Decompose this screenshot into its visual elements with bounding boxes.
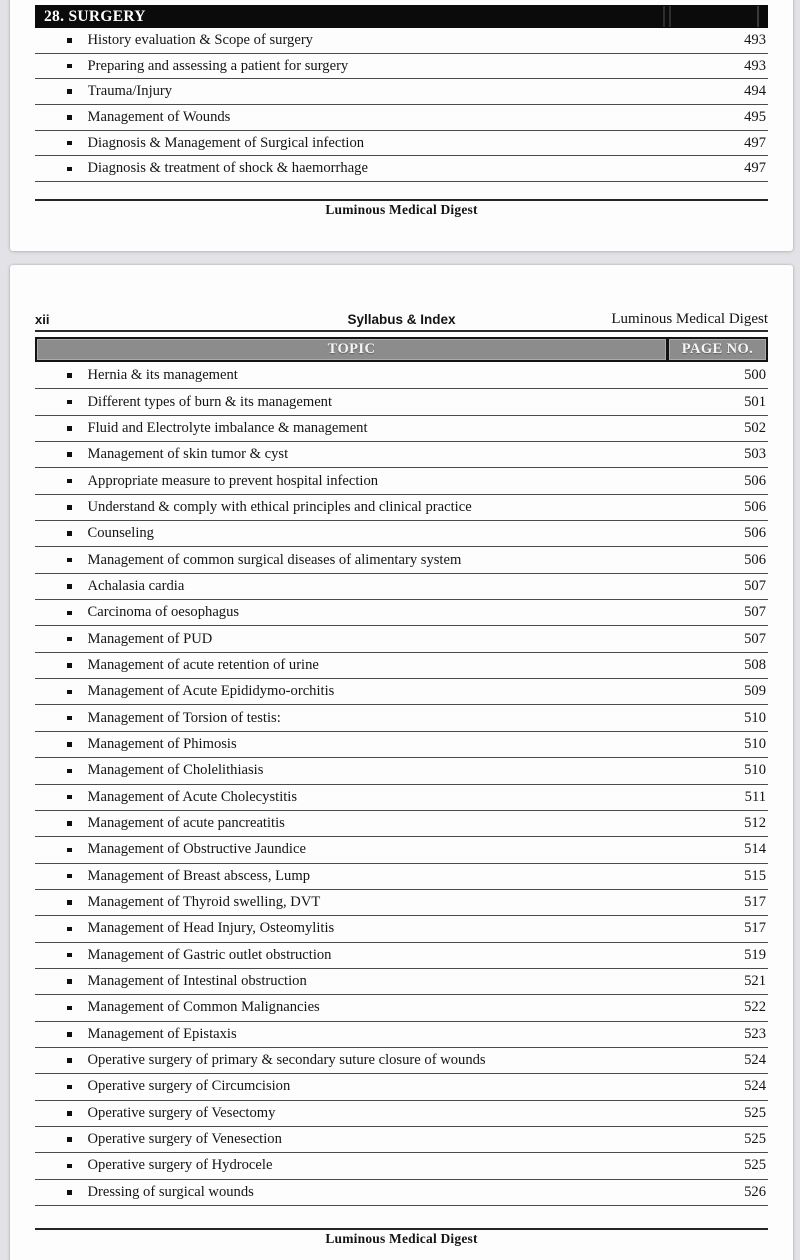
document-page-2 (10, 265, 793, 1260)
topic-label: Management of Head Injury, Osteomylitis (87, 920, 335, 937)
topic-label: Management of PUD (87, 630, 213, 647)
topic-label: Management of acute retention of urine (87, 656, 319, 673)
topic-label: Management of Intestinal obstruction (87, 973, 307, 990)
bullet-square-icon (67, 742, 72, 747)
page-footer: Luminous Medical Digest (325, 202, 478, 217)
table-row (35, 1101, 768, 1127)
topic-label: Management of skin tumor & cyst (87, 446, 289, 463)
topic-label: Fluid and Electrolyte imbalance & management (87, 419, 368, 436)
topic-label: Management of Cholelithiasis (87, 762, 264, 779)
page-number: 507 (744, 577, 766, 594)
topic-label: Management of Thyroid swelling, DVT (87, 894, 321, 911)
table-row (35, 156, 768, 182)
table-row (35, 1022, 768, 1048)
bullet-square-icon (67, 690, 72, 695)
topic-label: Preparing and assessing a patient for surgery (87, 57, 349, 74)
page-number: 506 (744, 498, 766, 515)
table-row (35, 416, 768, 442)
table-row (35, 468, 768, 494)
bullet-square-icon (67, 1058, 72, 1063)
page-number: 497 (744, 160, 766, 177)
table-row (35, 995, 768, 1021)
divider-mark (669, 6, 671, 27)
page-number: 493 (744, 57, 766, 74)
table-row (35, 1048, 768, 1074)
bullet-square-icon (67, 821, 72, 826)
bullet-square-icon (67, 452, 72, 457)
table-row (35, 653, 768, 679)
bullet-square-icon (67, 848, 72, 853)
page-number: 522 (744, 999, 766, 1016)
page-number: 521 (744, 973, 766, 990)
page-number: 515 (744, 867, 766, 884)
topic-label: Diagnosis & Management of Surgical infection (87, 134, 365, 151)
bullet-square-icon (67, 1111, 72, 1116)
table-row (35, 890, 768, 916)
bullet-square-icon (67, 558, 72, 563)
section-header-bar (35, 5, 768, 28)
toc-list-index (35, 363, 768, 1206)
bullet-square-icon (67, 64, 72, 69)
divider-mark (757, 6, 759, 27)
bullet-square-icon (67, 505, 72, 510)
bullet-square-icon (67, 1190, 72, 1195)
page-number: 511 (744, 788, 766, 805)
bullet-square-icon (67, 1085, 72, 1090)
topic-label: Operative surgery of Hydrocele (87, 1157, 273, 1174)
table-row (35, 1127, 768, 1153)
page-number: 525 (744, 1157, 766, 1174)
page-number: 517 (744, 894, 766, 911)
bullet-square-icon (67, 1164, 72, 1169)
bullet-square-icon (67, 979, 72, 984)
topic-label: Counseling (87, 525, 154, 542)
footer-rule (35, 1228, 768, 1230)
page-footer: Luminous Medical Digest (325, 1231, 478, 1246)
header-center-title: Syllabus & Index (347, 312, 456, 327)
page-number: 524 (744, 1052, 766, 1069)
table-row (35, 758, 768, 784)
page-number: 508 (744, 656, 766, 673)
bullet-square-icon (67, 373, 72, 378)
toc-list-surgery (35, 28, 768, 182)
table-row (35, 495, 768, 521)
table-row (35, 363, 768, 389)
bullet-square-icon (67, 611, 72, 616)
page-number: 500 (744, 367, 766, 384)
page-number: 494 (744, 83, 766, 100)
topic-label: Dressing of surgical wounds (87, 1183, 254, 1200)
table-row (35, 1074, 768, 1100)
bullet-square-icon (67, 953, 72, 958)
topic-label: Diagnosis & treatment of shock & haemorrhage (87, 160, 368, 177)
page-number: 512 (744, 815, 766, 832)
page-number: 510 (744, 735, 766, 752)
page-number: 506 (744, 525, 766, 542)
bullet-square-icon (67, 1006, 72, 1011)
bullet-square-icon (67, 115, 72, 120)
page-number: 493 (744, 31, 766, 48)
table-row (35, 442, 768, 468)
topic-label: Different types of burn & its management (87, 393, 333, 410)
bullet-square-icon (67, 716, 72, 721)
topic-label: Management of common surgical diseases of alimentary system (87, 551, 462, 568)
topic-label: Management of Breast abscess, Lump (87, 867, 310, 884)
bullet-square-icon (67, 1032, 72, 1037)
table-row (35, 969, 768, 995)
table-row (35, 837, 768, 863)
bullet-square-icon (67, 426, 72, 431)
section-title: 28. SURGERY (44, 8, 146, 25)
page-number: 525 (744, 1131, 766, 1148)
table-header (35, 337, 768, 362)
page-number: 510 (744, 709, 766, 726)
table-row (35, 1153, 768, 1179)
topic-label: Management of Phimosis (87, 735, 237, 752)
topic-label: Management of Gastric outlet obstruction (87, 946, 332, 963)
table-row (35, 28, 768, 54)
table-row (35, 732, 768, 758)
topic-label: Operative surgery of primary & secondary suture closure of wounds (87, 1052, 486, 1069)
page-number: 523 (744, 1025, 766, 1042)
bullet-square-icon (67, 400, 72, 405)
header-rule (35, 330, 768, 332)
table-header-topic: TOPIC (37, 339, 666, 360)
page-number: 514 (744, 841, 766, 858)
page-number: 501 (744, 393, 766, 410)
table-row (35, 943, 768, 969)
page-number: 524 (744, 1078, 766, 1095)
bullet-square-icon (67, 1137, 72, 1142)
bullet-square-icon (67, 927, 72, 932)
bullet-square-icon (67, 874, 72, 879)
table-row (35, 1180, 768, 1206)
topic-label: Management of Epistaxis (87, 1025, 237, 1042)
topic-label: Management of Acute Cholecystitis (87, 788, 298, 805)
topic-label: Operative surgery of Vesectomy (87, 1104, 276, 1121)
table-row (35, 79, 768, 105)
bullet-square-icon (67, 89, 72, 94)
topic-label: Understand & comply with ethical principles and clinical practice (87, 498, 472, 515)
topic-label: Carcinoma of oesophagus (87, 604, 240, 621)
bullet-square-icon (67, 663, 72, 668)
page-number: 495 (744, 108, 766, 125)
table-row (35, 105, 768, 131)
topic-label: Hernia & its management (87, 367, 238, 384)
divider-mark (663, 6, 665, 27)
table-header-pageno: PAGE NO. (669, 339, 766, 360)
page-number: 510 (744, 762, 766, 779)
page-number: 506 (744, 551, 766, 568)
header-right-title: Luminous Medical Digest (611, 311, 768, 327)
bullet-square-icon (67, 900, 72, 905)
topic-label: Management of acute pancreatitis (87, 815, 285, 832)
bullet-square-icon (67, 795, 72, 800)
topic-label: Management of Acute Epididymo-orchitis (87, 683, 335, 700)
bullet-square-icon (67, 637, 72, 642)
topic-label: Management of Torsion of testis: (87, 709, 281, 726)
table-row (35, 785, 768, 811)
page-number: 507 (744, 604, 766, 621)
table-row (35, 626, 768, 652)
document-page-1 (10, 0, 793, 251)
bullet-square-icon (67, 479, 72, 484)
table-row (35, 916, 768, 942)
topic-label: Operative surgery of Venesection (87, 1131, 282, 1148)
running-header (35, 309, 768, 327)
topic-label: Management of Common Malignancies (87, 999, 320, 1016)
page-number: 502 (744, 419, 766, 436)
bullet-square-icon (67, 141, 72, 146)
table-row (35, 521, 768, 547)
topic-label: History evaluation & Scope of surgery (87, 31, 313, 48)
topic-label: Achalasia cardia (87, 577, 185, 594)
bullet-square-icon (67, 531, 72, 536)
topic-label: Operative surgery of Circumcision (87, 1078, 291, 1095)
table-row (35, 389, 768, 415)
table-row (35, 600, 768, 626)
table-row (35, 131, 768, 157)
page-number: 507 (744, 630, 766, 647)
table-row (35, 54, 768, 80)
bullet-square-icon (67, 769, 72, 774)
table-row (35, 864, 768, 890)
bullet-square-icon (67, 167, 72, 172)
table-row (35, 547, 768, 573)
table-row (35, 679, 768, 705)
page-number: 525 (744, 1104, 766, 1121)
folio-label: xii (35, 312, 50, 327)
page-number: 497 (744, 134, 766, 151)
page-number: 506 (744, 472, 766, 489)
table-row (35, 574, 768, 600)
table-row (35, 705, 768, 731)
bullet-square-icon (67, 584, 72, 589)
bullet-square-icon (67, 38, 72, 43)
page-number: 517 (744, 920, 766, 937)
page-number: 503 (744, 446, 766, 463)
page-number: 509 (744, 683, 766, 700)
page-number: 526 (744, 1183, 766, 1200)
table-row (35, 811, 768, 837)
page-number: 519 (744, 946, 766, 963)
topic-label: Appropriate measure to prevent hospital infection (87, 472, 379, 489)
topic-label: Management of Obstructive Jaundice (87, 841, 306, 858)
topic-label: Management of Wounds (87, 108, 231, 125)
footer-rule (35, 199, 768, 201)
topic-label: Trauma/Injury (87, 83, 173, 100)
